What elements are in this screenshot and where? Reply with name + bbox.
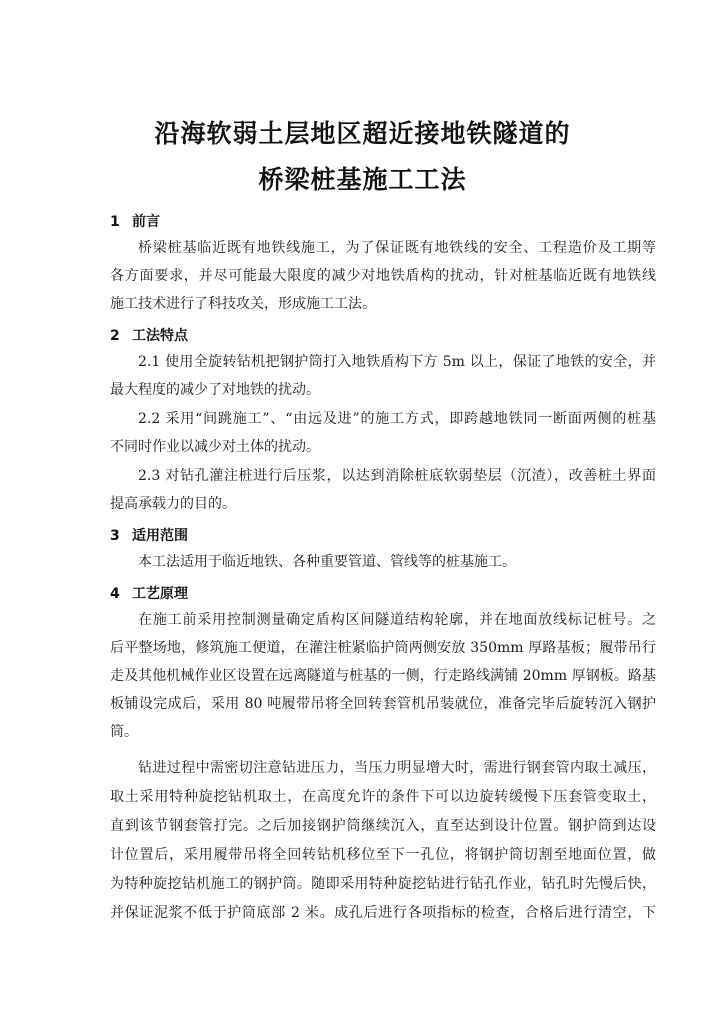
section-4-heading bbox=[110, 583, 188, 603]
paragraph-line: 板铺设完成后，采用 80 吨履带吊将全回转套管机吊装就位，准备完毕后旋转沉入钢护 bbox=[110, 696, 656, 712]
paragraph-line: 施工技术进行了科技攻关，形成施工工法。 bbox=[110, 296, 376, 312]
section-number: 2 bbox=[110, 328, 120, 344]
document-title-line-2: 桥梁桩基施工工法 bbox=[258, 165, 467, 194]
paragraph-line: 2.3 对钻孔灌注桩进行后压浆，以达到消除桩底软弱垫层（沉渣），改善桩土界面 bbox=[138, 468, 656, 484]
paragraph-line: 为特种旋挖钻机施工的钢护筒。随即采用特种旋挖钻进行钻孔作业，钻孔时先慢后快， bbox=[110, 876, 656, 892]
paragraph-line: 提高承载力的目的。 bbox=[110, 496, 236, 512]
paragraph-line: 走及其他机械作业区设置在远离隧道与桩基的一侧，行走路线满铺 20mm 厚钢板。路基 bbox=[110, 668, 656, 684]
paragraph-line: 取土采用特种旋挖钻机取土，在高度允许的条件下可以边旋转缓慢下压套管变取土， bbox=[110, 789, 656, 805]
paragraph-line: 计位置后，采用履带吊将全回转钻机移位至下一孔位，将钢护筒切割至地面位置，做 bbox=[110, 847, 656, 863]
paragraph-line: 最大程度的减少了对地铁的扰动。 bbox=[110, 382, 320, 398]
section-number: 4 bbox=[110, 586, 120, 602]
paragraph-line: 不同时作业以减少对土体的扰动。 bbox=[110, 439, 320, 455]
paragraph-line: 钻进过程中需密切注意钻进压力，当压力明显增大时，需进行钢套管内取土减压， bbox=[138, 760, 656, 776]
section-2-heading bbox=[110, 325, 188, 345]
section-number: 1 bbox=[110, 214, 120, 230]
paragraph-line: 在施工前采用控制测量确定盾构区间隧道结构轮廓，并在地面放线标记桩号。之 bbox=[138, 612, 656, 628]
paragraph-line: 直到该节钢套管打完。之后加接钢护筒继续沉入，直至达到设计位置。钢护筒到达设 bbox=[110, 818, 656, 834]
paragraph-line: 桥梁桩基临近既有地铁线施工，为了保证既有地铁线的安全、工程造价及工期等 bbox=[138, 240, 656, 256]
paragraph-line: 各方面要求，并尽可能最大限度的减少对地铁盾构的扰动，针对桩基临近既有地铁线 bbox=[110, 268, 656, 284]
section-title: 适用范围 bbox=[132, 528, 188, 544]
section-3-heading bbox=[110, 525, 188, 545]
document-title-line-1: 沿海软弱土层地区超近接地铁隧道的 bbox=[154, 119, 571, 148]
paragraph-line: 后平整场地，修筑施工便道，在灌注桩紧临护筒两侧安放 350mm 厚路基板；履带吊行 bbox=[110, 640, 656, 656]
section-title: 工法特点 bbox=[132, 328, 188, 344]
section-number: 3 bbox=[110, 528, 120, 544]
paragraph-line: 并保证泥浆不低于护筒底部 2 米。成孔后进行各项指标的检查，合格后进行清空，下 bbox=[110, 905, 656, 921]
section-title: 工艺原理 bbox=[132, 586, 188, 602]
paragraph-line: 2.1 使用全旋转钻机把钢护筒打入地铁盾构下方 5m 以上，保证了地铁的安全，并 bbox=[138, 354, 656, 370]
section-1-heading bbox=[110, 211, 160, 231]
paragraph-line: 筒。 bbox=[110, 724, 138, 740]
section-title: 前言 bbox=[132, 214, 160, 230]
paragraph-line: 本工法适用于临近地铁、各种重要管道、管线等的桩基施工。 bbox=[138, 554, 516, 570]
paragraph-line: 2.2 采用“间跳施工”、“由远及进”的施工方式，即跨越地铁同一断面两侧的桩基 bbox=[138, 411, 656, 427]
